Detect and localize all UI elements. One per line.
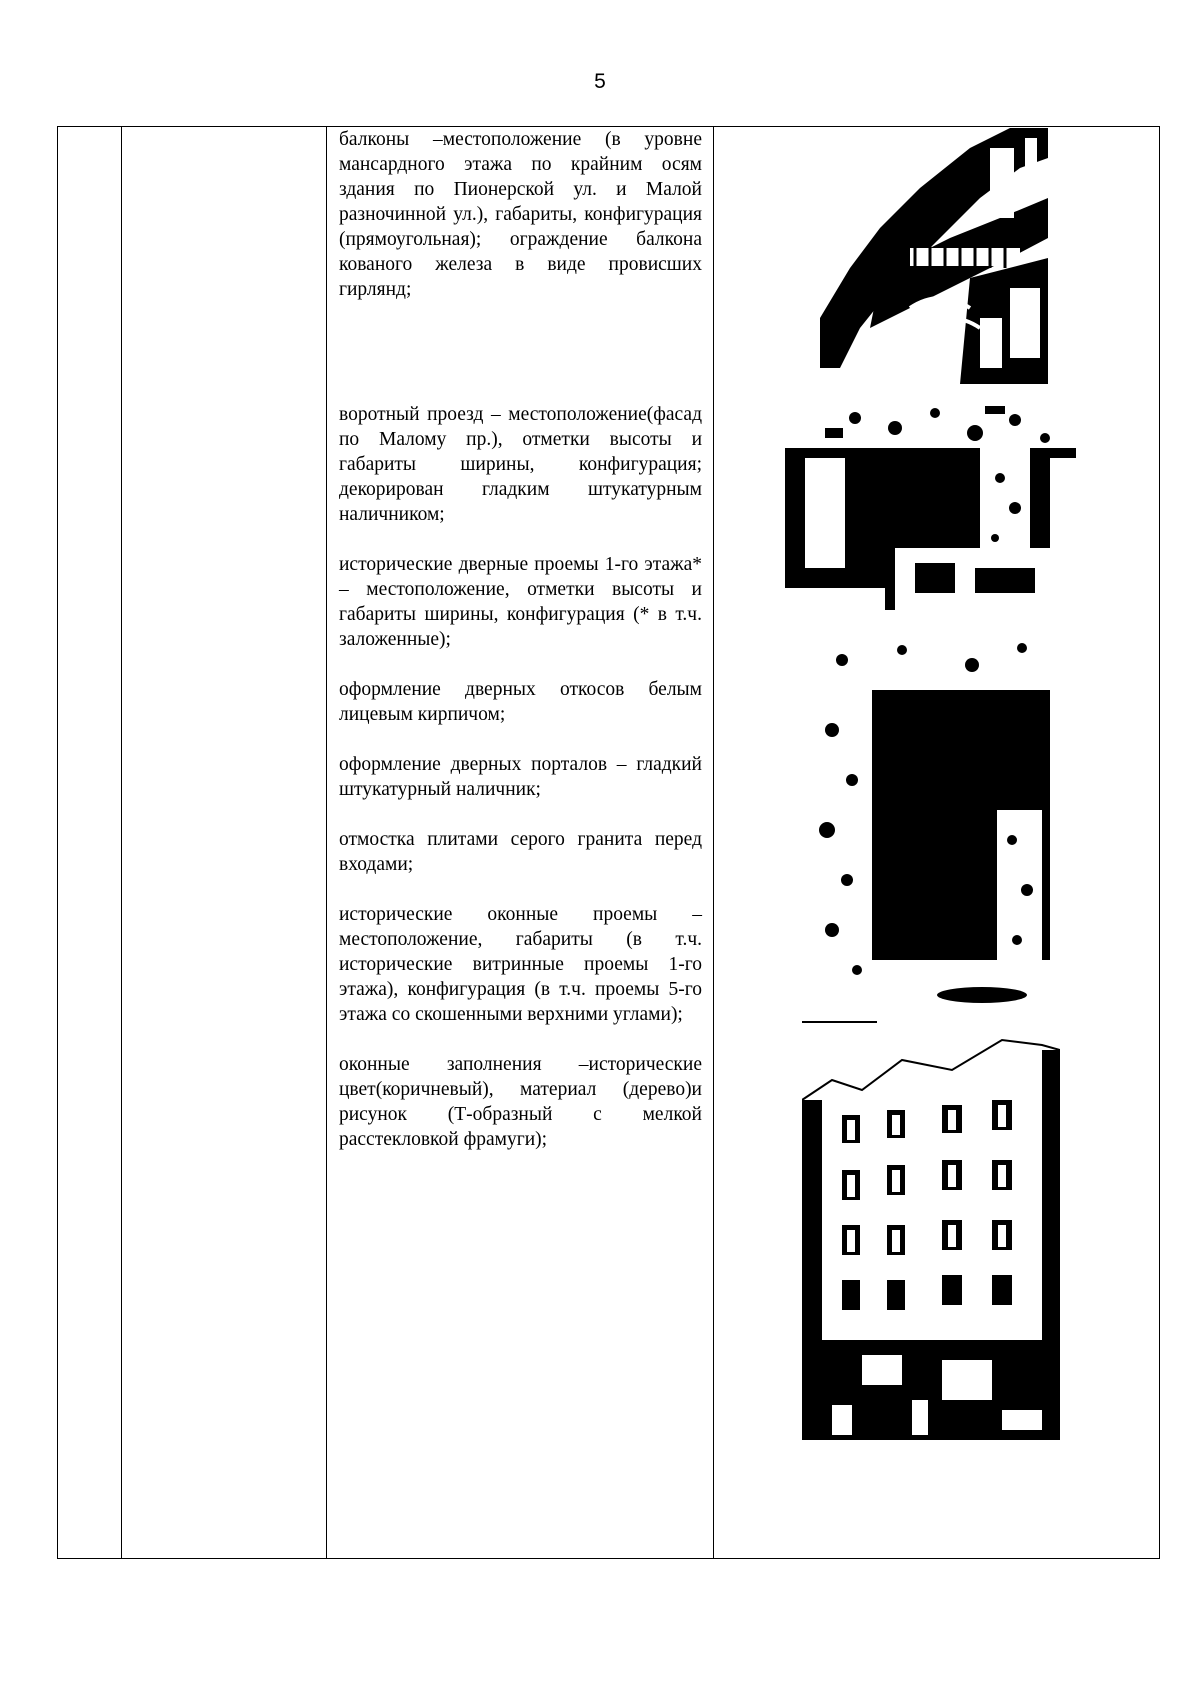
description-column [339, 127, 702, 1152]
paragraph-paving: отмостка плитами серого гранита перед входами; [339, 829, 702, 875]
building-facade-photo [802, 1020, 1060, 1440]
column-divider-3 [713, 127, 714, 1558]
paragraph-window-openings: исторические оконные проемы – местоположение, габариты (в т.ч. исторические витринные проемы 1-го этажа), конфигурация (в т.ч. проемы 5-го этажа со скошенными верхними углами); [339, 904, 702, 1025]
paragraph-door-openings: исторические дверные проемы 1-го этажа* – местоположение, отметки высоты и габариты ширины, конфигурация (* в т.ч. заложенные); [339, 554, 702, 650]
paragraph-balconies: балконы –местоположение (в уровне мансардного этажа по крайним осям здания по Пионерской ул. и Малой разночинной ул.), габариты, конфигурация (прямоугольная); ограждение балкона кованого железа в виде провисших гирлянд; [339, 129, 702, 300]
page-number: 5 [594, 70, 606, 93]
balcony-photo [820, 128, 1048, 384]
paragraph-door-portals: оформление дверных порталов – гладкий штукатурный наличник; [339, 754, 702, 800]
paragraph-door-slopes: оформление дверных откосов белым лицевым кирпичом; [339, 679, 702, 725]
column-divider-2 [326, 127, 327, 1558]
paragraph-window-fillings: оконные заполнения –исторические цвет(коричневый), материал (дерево)и рисунок (Т-образный с мелкой расстекловкой фрамуги); [339, 1054, 702, 1150]
gateway-passage-photo [785, 398, 1076, 610]
paragraph-gateway: воротный проезд – местоположение(фасад по Малому пр.), отметки высоты и габариты ширины, конфигурация; декорирован гладким штукатурным наличником; [339, 404, 702, 525]
column-divider-1 [121, 127, 122, 1558]
door-portal-photo [812, 630, 1050, 1008]
